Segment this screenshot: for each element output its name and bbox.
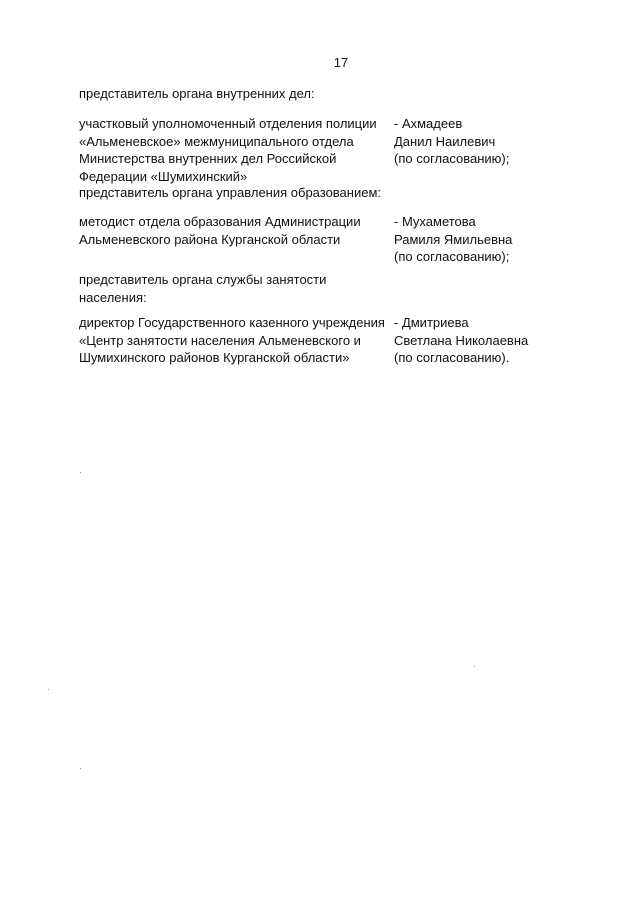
section-internal-affairs-entry xyxy=(79,115,599,185)
section-employment-heading xyxy=(79,271,599,306)
member-name: - Ахмадеев Данил Наилевич (по согласованию); xyxy=(394,116,510,166)
page-number: 17 xyxy=(333,55,349,70)
section-heading: представитель органа управления образованием: xyxy=(79,185,382,200)
member-position: участковый уполномоченный отделения полиции «Альменевское» межмуниципального отдела Министерства внутренних дел Российской Федерации «Шумихинский» xyxy=(79,116,377,184)
section-heading: представитель органа службы занятости населения: xyxy=(79,272,327,305)
member-position: методист отдела образования Администрации Альменевского района Курганской области xyxy=(79,214,361,247)
scan-speck xyxy=(80,472,81,473)
section-employment-entry xyxy=(79,314,599,367)
member-row xyxy=(79,115,599,185)
member-name: - Дмитриева Светлана Николаевна (по согласованию). xyxy=(394,315,529,365)
scan-speck xyxy=(474,666,475,667)
section-heading: представитель органа внутренних дел: xyxy=(79,86,315,101)
scan-speck xyxy=(80,768,81,769)
member-row xyxy=(79,314,599,367)
member-row xyxy=(79,213,599,264)
scan-speck xyxy=(48,689,49,690)
member-position: директор Государственного казенного учреждения «Центр занятости населения Альменевского и Шумихинского районов Курганской области» xyxy=(79,315,385,365)
section-education-heading xyxy=(79,184,599,202)
section-education-entry xyxy=(79,213,599,264)
member-name: - Мухаметова Рамиля Ямильевна (по согласованию); xyxy=(394,214,513,264)
section-internal-affairs-heading xyxy=(79,85,599,103)
